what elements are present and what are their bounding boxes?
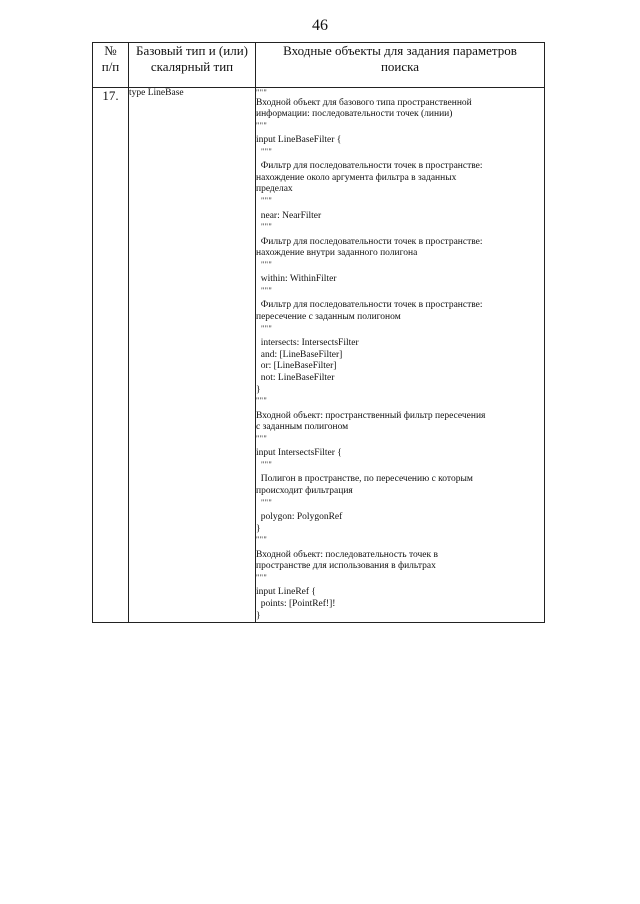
code-line: or: [LineBaseFilter] <box>256 361 337 372</box>
header-number <box>93 43 129 88</box>
code-line: """ <box>256 120 268 130</box>
code-line: """ <box>256 285 273 295</box>
code-line: """ <box>256 146 273 156</box>
code-line: """ <box>256 497 273 507</box>
page-number: 46 <box>312 17 328 34</box>
header-type <box>129 43 256 88</box>
header-type-line-1: Базовый тип и (или) <box>136 43 248 58</box>
code-line: input LineBaseFilter { <box>256 135 342 146</box>
table-header-row <box>93 43 545 88</box>
code-line: """ <box>256 259 273 269</box>
code-block <box>256 88 544 622</box>
header-objects <box>256 43 545 88</box>
code-line: """ <box>256 535 268 545</box>
header-objects-line-1: Входные объекты для задания параметров <box>283 43 517 58</box>
code-line: Фильтр для последовательности точек в пространстве: <box>256 236 483 247</box>
code-line: """ <box>256 88 268 97</box>
code-line: """ <box>256 433 268 443</box>
search-params-table <box>92 42 545 623</box>
code-line: """ <box>256 323 273 333</box>
code-line: intersects: IntersectsFilter <box>256 338 359 349</box>
header-number-line-2: п/п <box>101 59 120 74</box>
header-objects-line-2: поиска <box>380 59 420 74</box>
code-line: с заданным полигоном <box>256 422 349 433</box>
row-type: type LineBase <box>129 88 256 623</box>
code-line: } <box>256 610 261 621</box>
code-line: Входной объект: последовательность точек в <box>256 549 438 560</box>
code-line: информации: последовательности точек (линии) <box>256 109 453 120</box>
code-line: input IntersectsFilter { <box>256 448 342 459</box>
code-line: near: NearFilter <box>256 210 322 221</box>
code-line: } <box>256 384 261 395</box>
code-line: пределах <box>256 184 293 195</box>
row-number: 17. <box>93 88 129 623</box>
code-line: Фильтр для последовательности точек в пространстве: <box>256 300 483 311</box>
code-line: пересечение с заданным полигоном <box>256 312 401 323</box>
row-objects <box>256 88 545 623</box>
code-line: not: LineBaseFilter <box>256 372 335 383</box>
code-line: """ <box>256 196 273 206</box>
table-row <box>93 88 545 623</box>
code-line: Входной объект для базового типа пространственной <box>256 97 472 108</box>
code-line: input LineRef { <box>256 587 316 598</box>
code-line: """ <box>256 396 268 406</box>
header-type-line-2: скалярный тип <box>150 59 234 74</box>
code-line: """ <box>256 459 273 469</box>
code-line: происходит фильтрация <box>256 485 353 496</box>
code-line: """ <box>256 572 268 582</box>
code-line: Полигон в пространстве, по пересечению с которым <box>256 474 473 485</box>
code-line: within: WithinFilter <box>256 274 337 285</box>
header-number-line-1: № <box>104 43 117 58</box>
code-line: нахождение около аргумента фильтра в заданных <box>256 172 457 183</box>
code-line: and: [LineBaseFilter] <box>256 349 343 360</box>
code-line: """ <box>256 222 273 232</box>
code-line: points: [PointRef!]! <box>256 599 336 610</box>
code-line: пространстве для использования в фильтрах <box>256 561 436 572</box>
code-line: Входной объект: пространственный фильтр пересечения <box>256 410 486 421</box>
code-line: } <box>256 523 261 534</box>
code-line: нахождение внутри заданного полигона <box>256 248 418 259</box>
code-line: Фильтр для последовательности точек в пространстве: <box>256 161 483 172</box>
code-line: polygon: PolygonRef <box>256 512 343 523</box>
